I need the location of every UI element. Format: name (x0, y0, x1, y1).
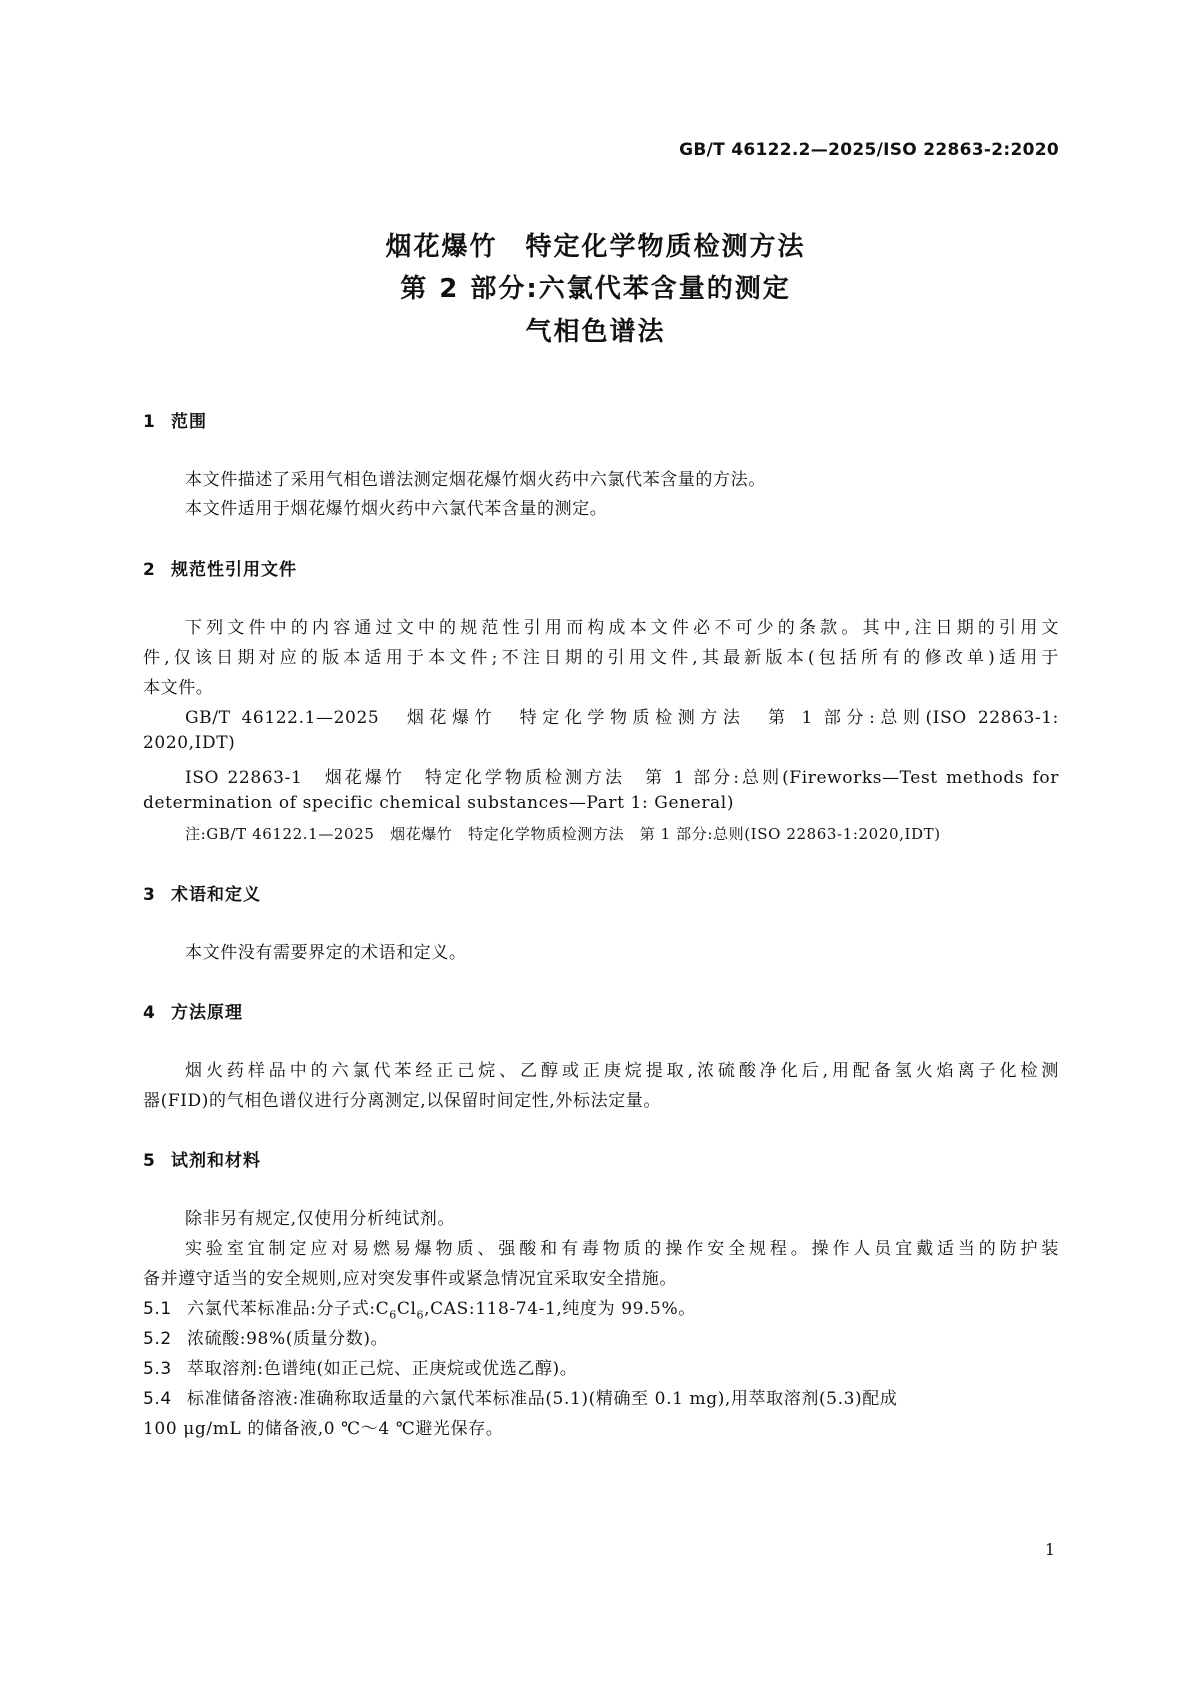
section-number: 1 (143, 412, 156, 432)
safety-line-1: 实验室宜制定应对易燃易爆物质、强酸和有毒物质的操作安全规程。操作人员宜戴适当的防护装 (185, 1239, 1059, 1259)
item-number: 5.1 (143, 1299, 172, 1319)
page-number: 1 (1044, 1540, 1055, 1559)
reference-1-line-2: 2020,IDT) (143, 733, 236, 753)
title-line-3: 气相色谱法 (525, 317, 666, 347)
item-5-4-line-1 (143, 1384, 1059, 1409)
reference-2-line-2: determination of specific chemical substances—Part 1: General) (143, 793, 735, 813)
subscript: 6 (416, 1308, 425, 1322)
principle-line-2: 器(FID)的气相色谱仪进行分离测定,以保留时间定性,外标法定量。 (143, 1091, 662, 1111)
section-title: 规范性引用文件 (171, 560, 297, 580)
item-5-1 (143, 1294, 1059, 1321)
section-title: 试剂和材料 (171, 1151, 261, 1171)
title-line-1: 烟花爆竹 特定化学物质检测方法 (385, 232, 806, 262)
normative-ref-intro-line-1: 下列文件中的内容通过文中的规范性引用而构成本文件必不可少的条款。其中,注日期的引用文 (185, 618, 1059, 638)
section-heading-5 (143, 1146, 261, 1171)
section-title: 范围 (171, 412, 207, 432)
standard-code: GB/T 46122.2—2025/ISO 22863-2:2020 (679, 140, 1059, 160)
reference-2-line-1: ISO 22863-1 烟花爆竹 特定化学物质检测方法 第 1 部分:总则(Fireworks—Test methods for (185, 768, 1059, 788)
section-number: 2 (143, 560, 156, 580)
item-number: 5.3 (143, 1359, 172, 1379)
scope-paragraph-2: 本文件适用于烟花爆竹烟火药中六氯代苯含量的测定。 (185, 499, 608, 519)
scope-paragraph-1: 本文件描述了采用气相色谱法测定烟花爆竹烟火药中六氯代苯含量的方法。 (185, 470, 766, 490)
section-number: 5 (143, 1151, 156, 1171)
normative-ref-intro-line-3: 本文件。 (143, 678, 214, 698)
section-title: 术语和定义 (171, 885, 261, 905)
reagents-intro: 除非另有规定,仅使用分析纯试剂。 (185, 1209, 456, 1229)
item-5-3 (143, 1354, 1059, 1379)
subscript: 6 (389, 1308, 397, 1322)
section-heading-1 (143, 407, 207, 432)
section-heading-4 (143, 998, 243, 1023)
principle-line-1: 烟火药样品中的六氯代苯经正己烷、乙醇或正庚烷提取,浓硫酸净化后,用配备氢火焰离子化检测 (185, 1061, 1059, 1081)
item-number: 5.4 (143, 1389, 172, 1409)
item-text: 浓硫酸:98%(质量分数)。 (187, 1329, 389, 1349)
normative-ref-intro-line-2: 件,仅该日期对应的版本适用于本文件;不注日期的引用文件,其最新版本(包括所有的修改单)适用于 (143, 648, 1059, 668)
item-text-post: ,CAS:118-74-1,纯度为 99.5%。 (424, 1299, 696, 1319)
item-5-2 (143, 1324, 1059, 1349)
section-number: 3 (143, 885, 156, 905)
reference-note: 注:GB/T 46122.1—2025 烟花爆竹 特定化学物质检测方法 第 1 部分:总则(ISO 22863-1:2020,IDT) (185, 825, 941, 843)
safety-line-2: 备并遵守适当的安全规则,应对突发事件或紧急情况宜采取安全措施。 (143, 1269, 678, 1289)
section-title: 方法原理 (171, 1003, 243, 1023)
item-text: 萃取溶剂:色谱纯(如正己烷、正庚烷或优选乙醇)。 (187, 1359, 578, 1379)
section-number: 4 (143, 1003, 156, 1023)
section-heading-2 (143, 555, 297, 580)
item-5-4-line-2: 100 μg/mL 的储备液,0 ℃～4 ℃避光保存。 (143, 1419, 504, 1439)
section-heading-3 (143, 880, 261, 905)
reference-1-line-1: GB/T 46122.1—2025 烟花爆竹 特定化学物质检测方法 第 1 部分:总则(ISO 22863-1: (185, 708, 1059, 728)
terms-paragraph: 本文件没有需要界定的术语和定义。 (185, 943, 467, 963)
item-text-mid: Cl (396, 1299, 417, 1319)
title-line-2: 第 2 部分:六氯代苯含量的测定 (400, 274, 791, 304)
item-number: 5.2 (143, 1329, 172, 1349)
item-text-pre: 六氯代苯标准品:分子式:C (187, 1299, 390, 1319)
item-text: 标准储备溶液:准确称取适量的六氯代苯标准品(5.1)(精确至 0.1 mg),用萃取溶剂(5.3)配成 (187, 1389, 898, 1409)
